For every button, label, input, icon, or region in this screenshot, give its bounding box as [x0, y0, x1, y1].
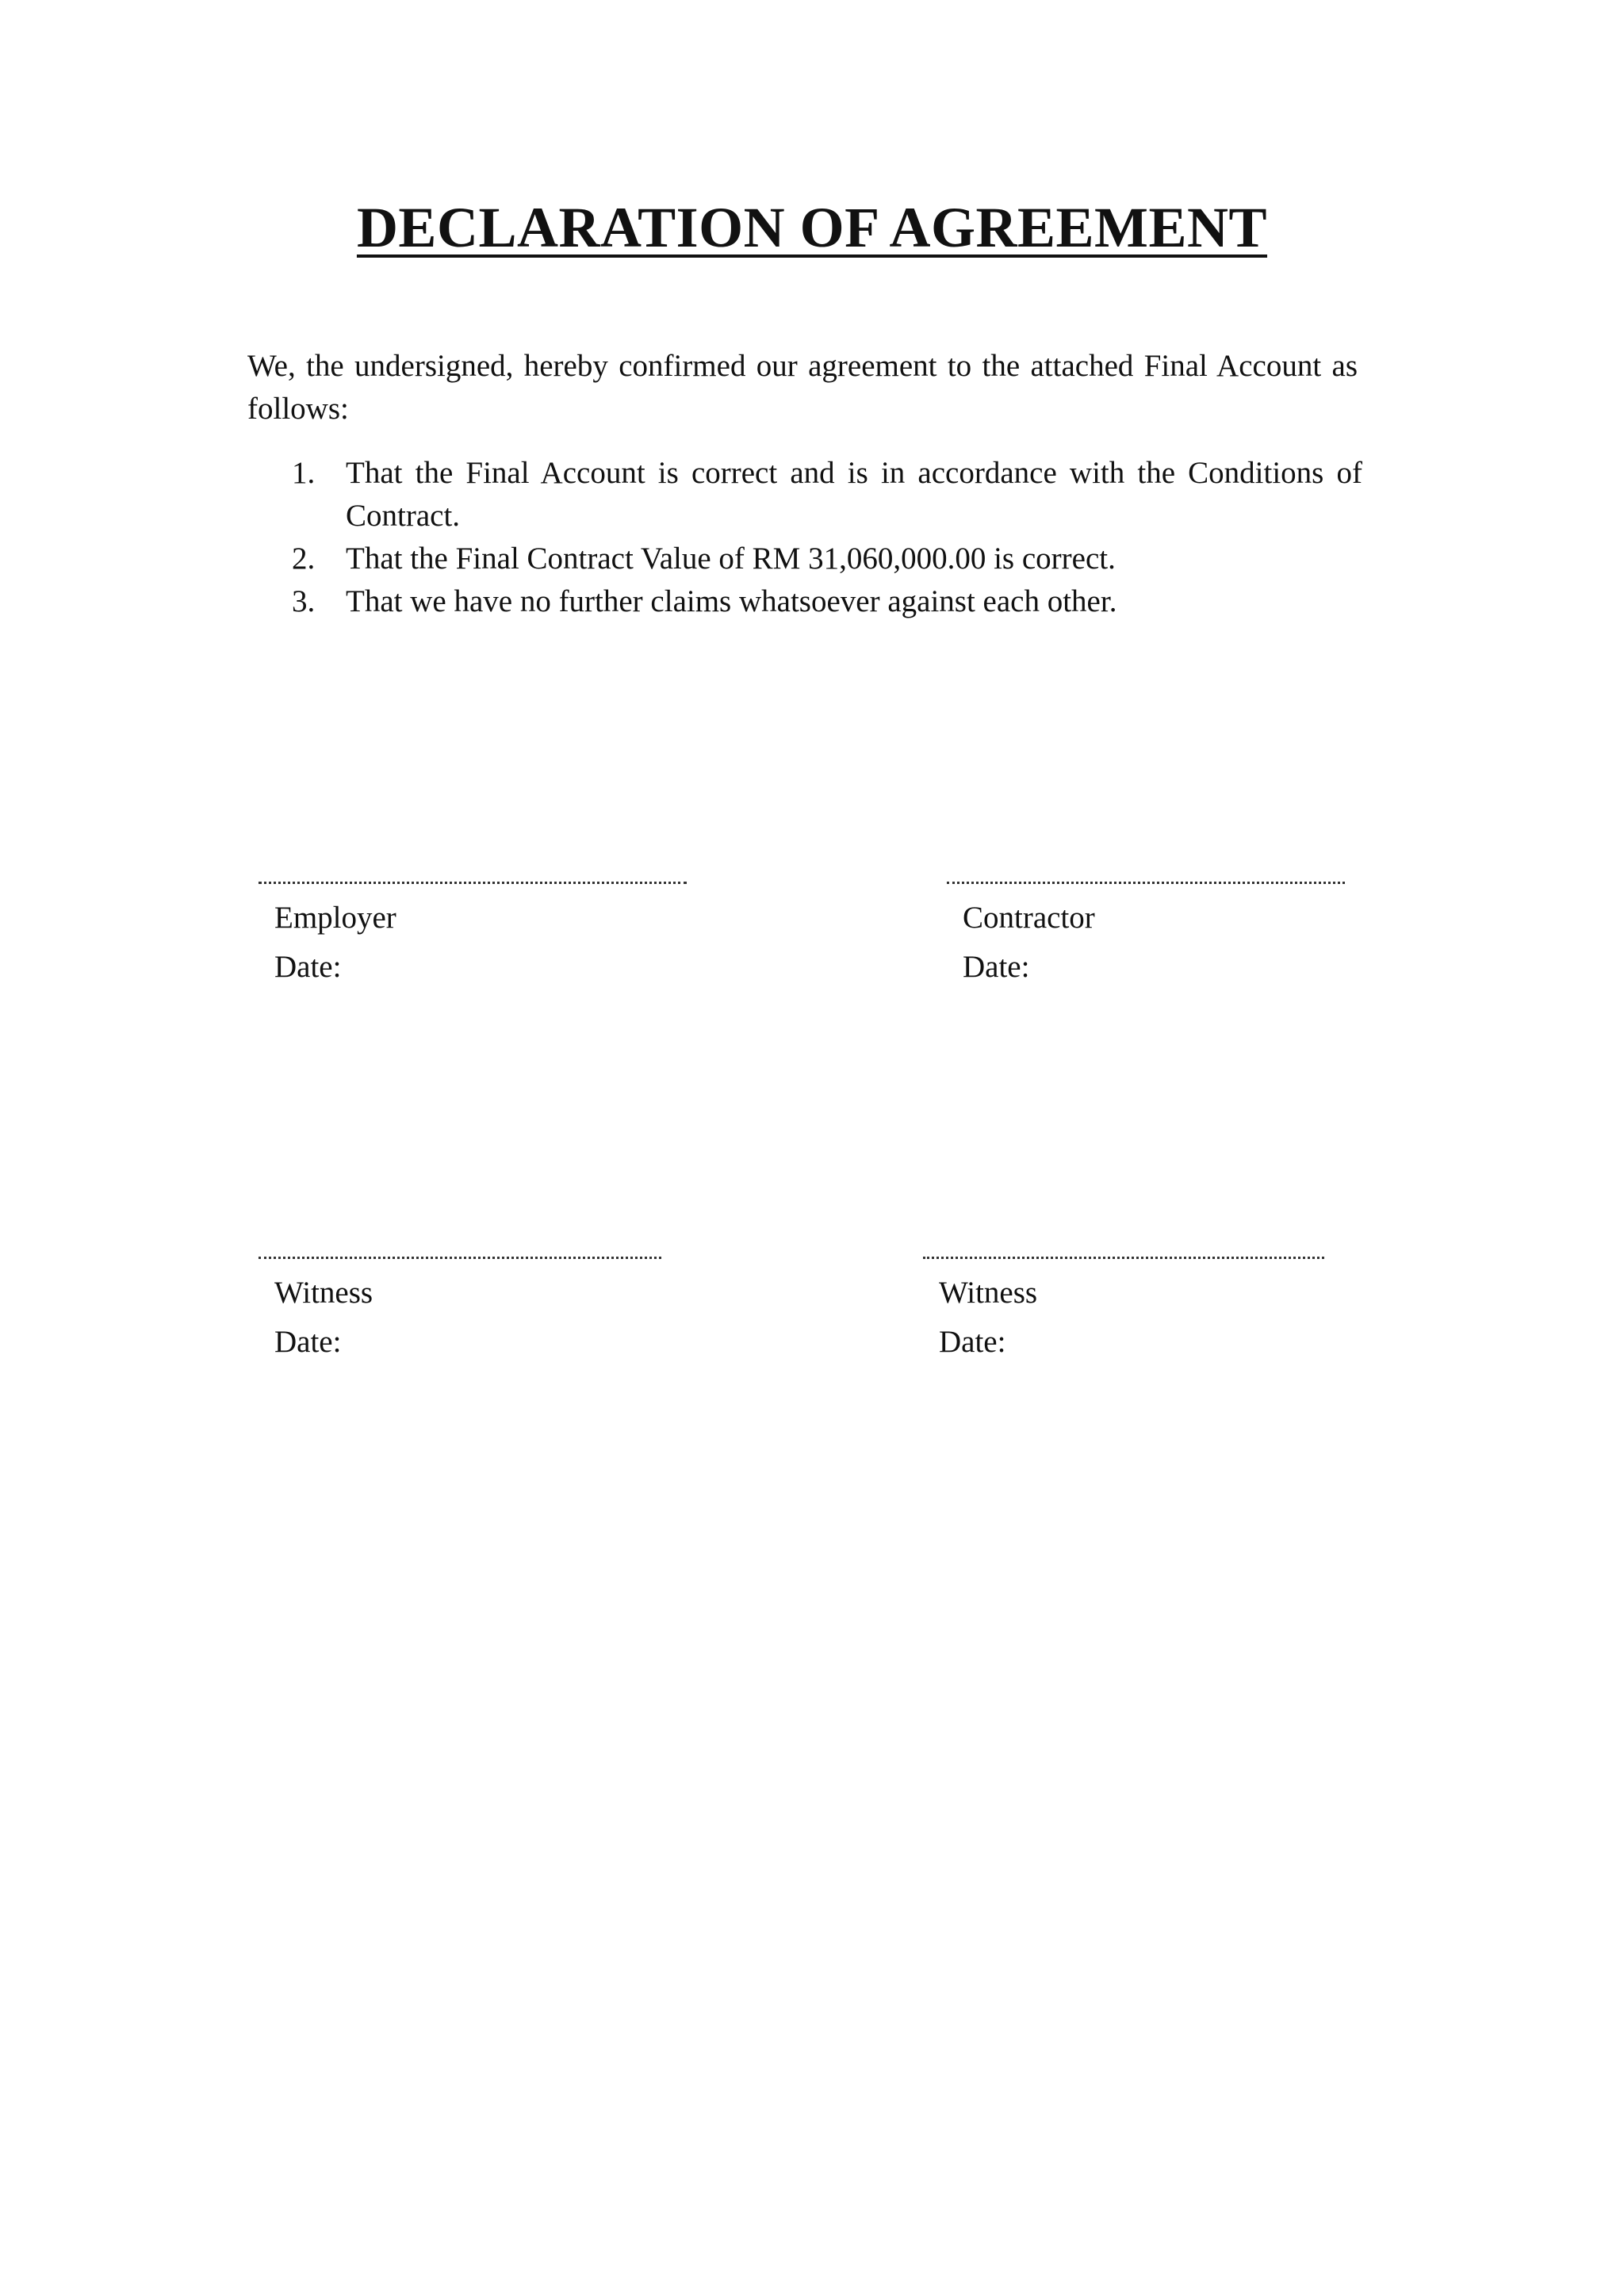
signature-line [259, 1257, 661, 1259]
list-item-text: That the Final Account is correct and is in accordance with the Conditions of Contract. [346, 456, 1362, 533]
list-item-text: That the Final Contract Value of RM 31,060,000.00 is correct. [346, 541, 1116, 576]
signature-role: Witness [274, 1276, 373, 1310]
signature-date-label: Date: [963, 950, 1030, 984]
list-item [292, 538, 1362, 580]
list-item-number: 1. [292, 456, 316, 490]
list-item-number: 2. [292, 541, 316, 576]
list-item [292, 452, 1362, 538]
signature-line [259, 882, 687, 884]
witness-signature-block [923, 1257, 1324, 1367]
signature-line [923, 1257, 1324, 1259]
witness-signature-block [259, 1257, 661, 1367]
employer-signature-block [259, 882, 687, 992]
signature-role: Employer [274, 901, 396, 935]
list-item [292, 580, 1362, 623]
contractor-signature-block [947, 882, 1345, 992]
agreement-list [292, 452, 1362, 623]
intro-paragraph: We, the undersigned, hereby confirmed our agreement to the attached Final Account as follows: [247, 349, 1358, 426]
list-item-number: 3. [292, 584, 316, 618]
list-item-text: That we have no further claims whatsoever against each other. [346, 584, 1117, 618]
signature-role: Witness [939, 1276, 1038, 1310]
signature-date-label: Date: [939, 1325, 1006, 1359]
signature-line [947, 882, 1345, 884]
signature-date-label: Date: [274, 1325, 342, 1359]
document-title-text: DECLARATION OF AGREEMENT [356, 196, 1268, 259]
signature-role: Contractor [963, 901, 1095, 935]
document-title [0, 192, 1624, 263]
signature-date-label: Date: [274, 950, 342, 984]
